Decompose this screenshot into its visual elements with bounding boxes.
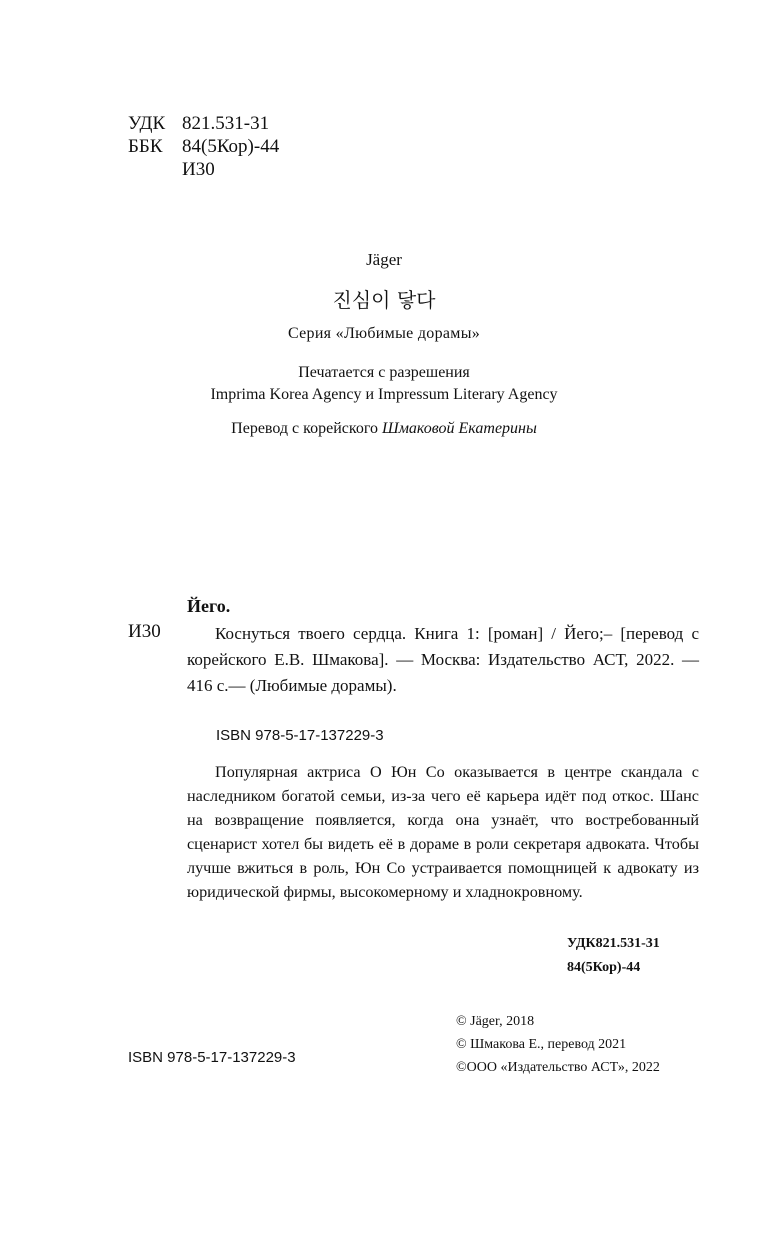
korean-title: 진심이 닿다 [332,288,436,312]
bbk-row [128,135,279,158]
translation-credit [0,420,768,438]
udk-value: 821.531-31 [182,113,270,134]
copyright-line-2: © Шмакова Е., перевод 2021 [456,1037,627,1052]
bibliographic-description: Коснуться твоего сердца. Книга 1: [роман] / Йего;– [перевод с корейского Е.В. Шмакова]. — Москва: Издательство АСТ, 2022. — 416 с.— (Любимые дорамы). [187,624,699,695]
author-mark-row [128,158,279,181]
series-line: Серия «Любимые дорамы» [287,325,481,342]
bbk-value: 84(5Кор)-44 [182,136,280,157]
bibliographic-author: Йего. [187,596,231,616]
translation-prefix: Перевод с корейского [231,420,383,437]
bibliographic-code: И30 [128,621,161,642]
isbn-bottom: ISBN 978-5-17-137229-3 [128,1049,296,1066]
udk-bbk-block [567,932,660,980]
udk-bold-line: УДК821.531-31 [567,936,660,951]
udk-label: УДК [128,113,166,134]
annotation-paragraph: Популярная актриса О Юн Со оказывается в центре скандала с наследником богатой семьи, из-за чего её карьера идёт под откос. Шанс на возвращение появляется, когда она узнаёт, что востребованный сценарист хотел бы видеть её в дораме в роли секретаря адвоката. Чтобы лучше вжиться в роль, Юн Со устраивается помощницей к адвокату из юридической фирмы, высокомерному и хладнокровному. [187,763,699,901]
copyright-block [456,1010,660,1079]
author-name: Jäger [366,250,402,269]
copyright-line-1: © Jäger, 2018 [456,1014,535,1029]
copyright-line-3: ©ООО «Издательство АСТ», 2022 [456,1060,660,1075]
permission-line-1: Печатается с разрешения [298,364,470,381]
translator-name: Шмаковой Екатерины [382,420,537,437]
bbk-bold-line: 84(5Кор)-44 [567,960,641,975]
isbn-line: ISBN 978-5-17-137229-3 [216,727,384,744]
permission-block [0,362,768,406]
permission-line-2: Imprima Korea Agency и Impressum Literary Agency [210,386,558,403]
author-mark: И30 [182,159,215,180]
bbk-label: ББК [128,136,163,157]
udk-row [128,112,279,135]
classification-codes [128,112,279,181]
